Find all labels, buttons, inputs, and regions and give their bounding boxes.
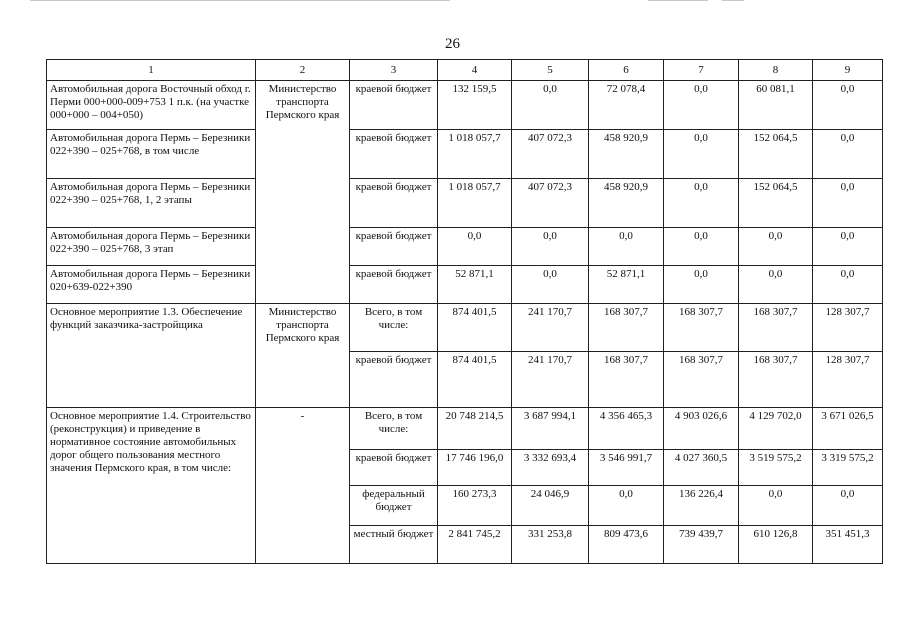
value-cell: 809 473,6	[589, 526, 664, 564]
value-cell: 0,0	[664, 81, 739, 130]
value-cell: 3 687 994,1	[512, 408, 589, 450]
value-cell: 0,0	[813, 179, 883, 228]
value-cell: 128 307,7	[813, 352, 883, 408]
activity-name: Основное мероприятие 1.4. Строительство (реконструкция) и приведение в нормативное состояние автомобильных дорог общего пользования местного значения Пермского края, в том числе:	[47, 408, 256, 564]
table-row	[47, 228, 883, 266]
value-cell: 17 746 196,0	[438, 450, 512, 486]
value-cell: 0,0	[813, 486, 883, 526]
value-cell: 241 170,7	[512, 304, 589, 352]
value-cell: 739 439,7	[664, 526, 739, 564]
scan-edge-right-1	[648, 0, 708, 1]
funding-source: Всего, в том числе:	[350, 304, 438, 352]
value-cell: 4 027 360,5	[664, 450, 739, 486]
value-cell: 0,0	[589, 228, 664, 266]
value-cell: 0,0	[664, 179, 739, 228]
value-cell: 20 748 214,5	[438, 408, 512, 450]
value-cell: 0,0	[813, 228, 883, 266]
header-cell: 2	[256, 60, 350, 81]
value-cell: 0,0	[739, 486, 813, 526]
value-cell: 0,0	[739, 266, 813, 304]
budget-table	[46, 59, 883, 564]
value-cell: 0,0	[512, 228, 589, 266]
header-cell: 9	[813, 60, 883, 81]
value-cell: 152 064,5	[739, 130, 813, 179]
value-cell: 52 871,1	[589, 266, 664, 304]
activity-name: Автомобильная дорога Пермь – Березники 022+390 – 025+768, 1, 2 этапы	[47, 179, 256, 228]
header-cell: 1	[47, 60, 256, 81]
responsible-organization: Министерство транспорта Пермского края	[256, 81, 350, 304]
value-cell: 52 871,1	[438, 266, 512, 304]
value-cell: 4 129 702,0	[739, 408, 813, 450]
value-cell: 3 319 575,2	[813, 450, 883, 486]
page-number: 26	[445, 36, 460, 52]
funding-source: краевой бюджет	[350, 179, 438, 228]
value-cell: 0,0	[438, 228, 512, 266]
header-row	[47, 60, 883, 81]
activity-name: Автомобильная дорога Пермь – Березники 020+639-022+390	[47, 266, 256, 304]
value-cell: 0,0	[813, 81, 883, 130]
value-cell: 351 451,3	[813, 526, 883, 564]
header-cell: 4	[438, 60, 512, 81]
value-cell: 3 519 575,2	[739, 450, 813, 486]
funding-source: краевой бюджет	[350, 81, 438, 130]
value-cell: 152 064,5	[739, 179, 813, 228]
header-cell: 5	[512, 60, 589, 81]
value-cell: 874 401,5	[438, 352, 512, 408]
scan-edge-right-2	[722, 0, 744, 1]
header-cell: 7	[664, 60, 739, 81]
responsible-organization: -	[256, 408, 350, 564]
value-cell: 3 546 991,7	[589, 450, 664, 486]
value-cell: 24 046,9	[512, 486, 589, 526]
value-cell: 0,0	[739, 228, 813, 266]
funding-source: Всего, в том числе:	[350, 408, 438, 450]
value-cell: 0,0	[813, 130, 883, 179]
value-cell: 4 356 465,3	[589, 408, 664, 450]
value-cell: 72 078,4	[589, 81, 664, 130]
value-cell: 0,0	[664, 130, 739, 179]
funding-source: краевой бюджет	[350, 352, 438, 408]
value-cell: 132 159,5	[438, 81, 512, 130]
value-cell: 60 081,1	[739, 81, 813, 130]
table-row	[47, 179, 883, 228]
header-cell: 3	[350, 60, 438, 81]
value-cell: 168 307,7	[739, 352, 813, 408]
funding-source: краевой бюджет	[350, 228, 438, 266]
value-cell: 0,0	[664, 266, 739, 304]
activity-name: Автомобильная дорога Восточный обход г. Перми 000+000-009+753 1 п.к. (на участке 000+000 – 004+050)	[47, 81, 256, 130]
value-cell: 874 401,5	[438, 304, 512, 352]
value-cell: 4 903 026,6	[664, 408, 739, 450]
value-cell: 168 307,7	[664, 304, 739, 352]
table-row	[47, 408, 883, 450]
value-cell: 168 307,7	[589, 304, 664, 352]
value-cell: 2 841 745,2	[438, 526, 512, 564]
value-cell: 610 126,8	[739, 526, 813, 564]
value-cell: 168 307,7	[589, 352, 664, 408]
value-cell: 128 307,7	[813, 304, 883, 352]
value-cell: 458 920,9	[589, 179, 664, 228]
value-cell: 0,0	[512, 81, 589, 130]
activity-name: Автомобильная дорога Пермь – Березники 022+390 – 025+768, 3 этап	[47, 228, 256, 266]
responsible-organization: Министерство транспорта Пермского края	[256, 304, 350, 408]
header-cell: 6	[589, 60, 664, 81]
value-cell: 168 307,7	[739, 304, 813, 352]
value-cell: 0,0	[813, 266, 883, 304]
table-row	[47, 130, 883, 179]
scan-edge-left	[30, 0, 450, 1]
value-cell: 136 226,4	[664, 486, 739, 526]
value-cell: 1 018 057,7	[438, 179, 512, 228]
funding-source: федеральный бюджет	[350, 486, 438, 526]
funding-source: местный бюджет	[350, 526, 438, 564]
value-cell: 458 920,9	[589, 130, 664, 179]
value-cell: 0,0	[512, 266, 589, 304]
value-cell: 331 253,8	[512, 526, 589, 564]
value-cell: 1 018 057,7	[438, 130, 512, 179]
value-cell: 241 170,7	[512, 352, 589, 408]
value-cell: 407 072,3	[512, 179, 589, 228]
value-cell: 0,0	[664, 228, 739, 266]
funding-source: краевой бюджет	[350, 266, 438, 304]
funding-source: краевой бюджет	[350, 130, 438, 179]
table-row	[47, 81, 883, 130]
activity-name: Автомобильная дорога Пермь – Березники 022+390 – 025+768, в том числе	[47, 130, 256, 179]
value-cell: 0,0	[589, 486, 664, 526]
value-cell: 168 307,7	[664, 352, 739, 408]
activity-name: Основное мероприятие 1.3. Обеспечение функций заказчика-застройщика	[47, 304, 256, 408]
funding-source: краевой бюджет	[350, 450, 438, 486]
value-cell: 160 273,3	[438, 486, 512, 526]
table-row	[47, 266, 883, 304]
value-cell: 3 332 693,4	[512, 450, 589, 486]
value-cell: 407 072,3	[512, 130, 589, 179]
value-cell: 3 671 026,5	[813, 408, 883, 450]
table-row	[47, 304, 883, 352]
header-cell: 8	[739, 60, 813, 81]
